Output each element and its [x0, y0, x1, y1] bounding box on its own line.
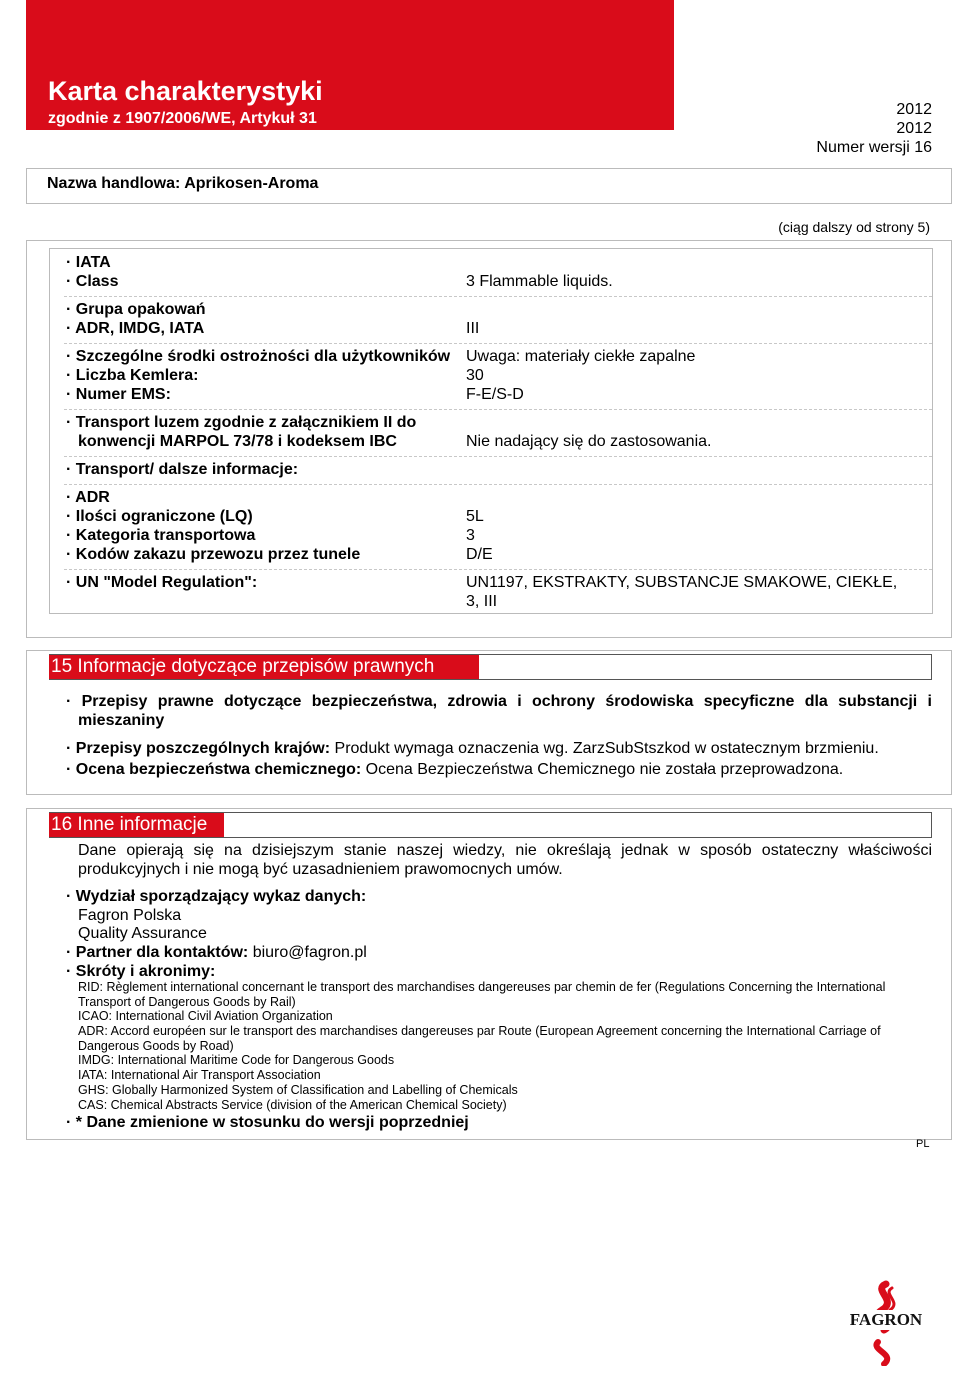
national-regulations — [66, 739, 879, 758]
divider — [64, 456, 932, 457]
kemler-label: · Liczba Kemlera: — [66, 367, 199, 384]
department-line: Fagron Polska — [78, 907, 182, 924]
kemler-value: 30 — [466, 367, 484, 384]
transport-category-value: 3 — [466, 527, 475, 544]
abbreviation-item: CAS: Chemical Abstracts Service (division of the American Chemical Society) — [78, 1098, 507, 1112]
adr-heading: · ADR — [66, 489, 110, 506]
divider — [64, 569, 932, 570]
chemical-safety-assessment — [66, 760, 843, 779]
disclaimer-text: Dane opierają się na dzisiejszym stanie naszej wiedzy, nie określają jednak w sposób ostateczny właściwości — [78, 842, 932, 859]
regulations-line-cont: mieszaniny — [78, 712, 165, 729]
abbreviation-item: ICAO: International Civil Aviation Organization — [78, 1009, 333, 1023]
divider — [64, 296, 932, 297]
contact-partner-label: · Partner dla kontaktów: — [66, 944, 249, 961]
class-label: · Class — [66, 273, 119, 290]
continued-note: (ciąg dalszy od strony 5) — [778, 219, 930, 235]
un-model-regulation-value: UN1197, EKSTRAKTY, SUBSTANCJE SMAKOWE, CIEKŁE, — [466, 574, 898, 591]
regulations-line: · Przepisy prawne dotyczące bezpieczeństwa, zdrowia i ochrony środowiska specyficzne dla substancji i — [66, 693, 932, 710]
bulk-transport-label-cont: konwencji MARPOL 73/78 i kodeksem IBC — [78, 433, 397, 450]
chemical-safety-label: · Ocena bezpieczeństwa chemicznego: — [66, 761, 362, 778]
tunnel-code-value: D/E — [466, 546, 493, 563]
tunnel-code-label: · Kodów zakazu przewozu przez tunele — [66, 546, 361, 563]
department-line: Quality Assurance — [78, 925, 207, 942]
document-subtitle: zgodnie z 1907/2006/WE, Artykuł 31 — [48, 110, 317, 127]
limited-quantity-value: 5L — [466, 508, 484, 525]
section-16-title: 16 Inne informacje — [51, 814, 208, 835]
version-number: Numer wersji 16 — [816, 139, 932, 156]
un-model-regulation-value-cont: 3, III — [466, 593, 498, 610]
changed-data-note: · * Dane zmienione w stosunku do wersji poprzedniej — [66, 1114, 469, 1131]
print-date-label: Data druku: 21.12. — [764, 101, 897, 118]
section-15-heading — [49, 654, 932, 680]
un-model-regulation-label: · UN "Model Regulation": — [66, 574, 258, 591]
update-date — [758, 120, 932, 138]
abbreviation-item: ADR: Accord européen sur le transport des marchandises dangereuses par Route (European Agreement concerning the International Carriage of Dangerous Goods by Road) — [78, 1024, 881, 1053]
contact-email[interactable]: biuro@fagron.pl — [248, 944, 367, 961]
bulk-transport-label: · Transport luzem zgodnie z załącznikiem II do — [66, 414, 417, 431]
update-date-year: 2012 — [896, 120, 932, 137]
abbreviations-label: · Skróty i akronimy: — [66, 963, 216, 980]
language-code: PL — [916, 1138, 930, 1150]
packing-group-label: · ADR, IMDG, IATA — [66, 320, 205, 337]
document-title: Karta charakterystyki — [48, 76, 323, 106]
abbreviation-item: RID: Règlement international concernant le transport des marchandises dangereuses par chemin de fer (Regulations Concerning the International Transport of Dangerous Goods by Rail) — [78, 980, 886, 1009]
packing-group-value: III — [466, 320, 480, 337]
print-date — [765, 101, 932, 119]
abbreviation-item: IATA: International Air Transport Association — [78, 1068, 321, 1082]
further-info-label: · Transport/ dalsze informacje: — [66, 461, 299, 478]
iata-heading: · IATA — [66, 254, 111, 271]
national-regulations-value: Produkt wymaga oznaczenia wg. ZarzSubStszkod w ostatecznym brzmieniu. — [330, 740, 879, 757]
fagron-logo-text: FAGRON — [849, 1310, 923, 1329]
section-15-title: 15 Informacje dotyczące przepisów prawnych — [51, 656, 435, 677]
limited-quantity-label: · Ilości ograniczone (LQ) — [66, 508, 253, 525]
ems-value: F-E/S-D — [466, 386, 524, 403]
abbreviation-item: IMDG: International Maritime Code for Dangerous Goods — [78, 1053, 395, 1067]
trade-name: Nazwa handlowa: Aprikosen-Aroma — [47, 175, 319, 192]
bulk-transport-value: Nie nadający się do zastosowania. — [466, 433, 712, 450]
special-precautions-label: · Szczególne środki ostrożności dla użytkowników — [66, 348, 451, 365]
ems-label: · Numer EMS: — [66, 386, 171, 403]
class-value: 3 Flammable liquids. — [466, 273, 613, 290]
abbreviation-item: GHS: Globally Harmonized System of Classification and Labelling of Chemicals — [78, 1083, 518, 1097]
transport-category-label: · Kategoria transportowa — [66, 527, 256, 544]
national-regulations-label: · Przepisy poszczególnych krajów: — [66, 740, 331, 757]
department-label: · Wydział sporządzający wykaz danych: — [66, 888, 367, 905]
fagron-logo — [838, 1280, 934, 1366]
packing-group-heading: · Grupa opakowań — [66, 301, 206, 318]
contact-partner — [66, 943, 367, 962]
update-date-label: Aktualizacja: 21.12. — [757, 120, 897, 137]
print-date-year: 2012 — [896, 101, 932, 118]
chemical-safety-value: Ocena Bezpieczeństwa Chemicznego nie została przeprowadzona. — [361, 761, 844, 778]
divider — [64, 409, 932, 410]
divider — [64, 343, 932, 344]
divider — [64, 484, 932, 485]
section-16-heading — [49, 812, 932, 838]
special-precautions-value: Uwaga: materiały ciekłe zapalne — [466, 348, 696, 365]
page-number: strona: 6/6 — [856, 74, 932, 91]
disclaimer-text-cont: produkcyjnych i nie mogą być uzasadnieniem prawomocnych umów. — [78, 861, 563, 878]
